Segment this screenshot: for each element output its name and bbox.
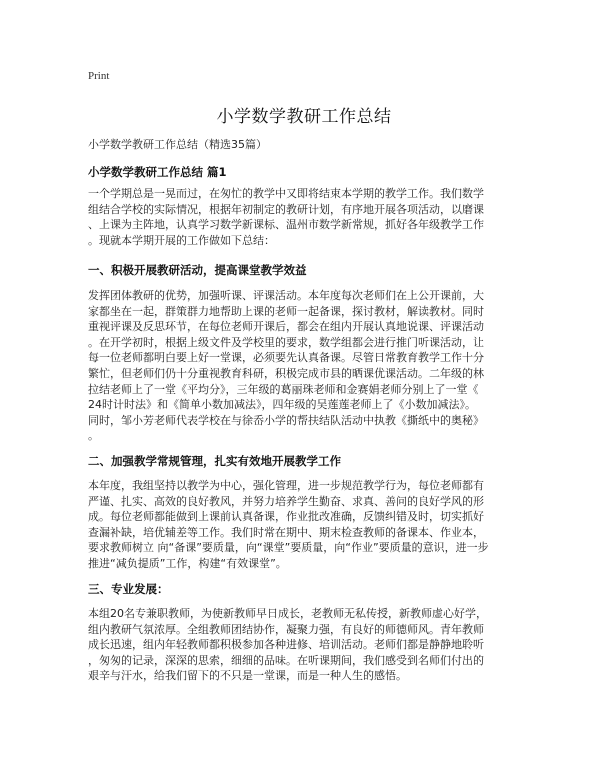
paragraph-line: 24时计时法》和《简单小数加减法》，四年级的吴莲莲老师上了《小数加减法》。 [88, 398, 476, 412]
paragraph-line: 繁忙，但老师们仍十分重视教育科研，积极完成市县的晒课优课活动。二年级的林 [88, 366, 484, 380]
paragraph-line: 要求教师树立 向“备课”要质量，向“课堂”要质量，向“作业”要质量的意识，进一步 [88, 541, 489, 555]
paragraph-line: 成长迅速，组内年轻教师都积极参加各种进修、培训活动。老师们都是静静地聆听 [88, 638, 484, 652]
paragraph-line: 成。每位老师都能做到上课前认真备课，作业批改准确，反馈纠错及时，切实抓好 [88, 510, 484, 524]
paragraph-line: 推进“减负提质”工作，构建“有效课堂”。 [88, 556, 287, 570]
paragraph-line: 重视评课及反思环节，在每位老师开课后，都会在组内开展认真地说课、评课活动 [88, 320, 484, 334]
print-link[interactable]: Print [88, 70, 110, 82]
paragraph-line: 组结合学校的实际情况，根据年初制定的教研计划，有序地开展各项活动，以磨课 [88, 202, 484, 216]
article-heading: 小学数学教研工作总结 篇1 [88, 165, 227, 179]
paragraph-line: 。现就本学期开展的工作做如下总结： [88, 233, 275, 247]
paragraph-line: 本组20名专兼职教师，为使新教师早日成长，老教师无私传授，新教师虚心好学， [88, 607, 487, 620]
paragraph-line: ，匆匆的记录，深深的思索，细细的品味。在听课期间，我们感受到名师们付出的 [88, 653, 484, 667]
paragraph-line: 发挥团体教研的优势，加强听课、评课活动。本年度每次老师们在上公开课前，大 [88, 289, 484, 302]
paragraph-line: 组内教研气氛浓厚。全组教师团结协作，凝聚力强，有良好的师德师风。青年教师 [88, 622, 484, 636]
section-3-paragraph [88, 606, 520, 684]
paragraph-line: 本年度，我组坚持以教学为中心，强化管理，进一步规范教学行为，每位老师都有 [88, 479, 484, 492]
paragraph-line: 同时，邹小芳老师代表学校在与徐岙小学的帮扶结队活动中执教《撕纸中的奥秘》 [88, 413, 484, 427]
paragraph-line: 拉结老师上了一堂《平均分》，三年级的葛丽珠老师和金赛娟老师分别上了一堂《 [88, 382, 479, 396]
document-subtitle: 小学数学教研工作总结（精选35篇） [88, 138, 267, 151]
intro-paragraph [88, 186, 520, 248]
section-1-paragraph [88, 288, 520, 444]
paragraph-line: 每一位老师都明白要上好一堂课，必须要先认真备课。尽管日常教育教学工作十分 [88, 351, 484, 365]
paragraph-line: 、上课为主阵地，认真学习数学新课标、温州市数学新常规，抓好各年级教学工作 [88, 218, 484, 232]
paragraph-line: 艰辛与汗水，给我们留下的不只是一堂课，而是一种人生的感悟。 [88, 669, 407, 683]
paragraph-line: 一个学期总是一晃而过，在匆忙的教学中又即将结束本学期的教学工作。我们数学 [88, 187, 484, 200]
paragraph-line: 严谨、扎实、高效的良好教风，并努力培养学生勤奋、求真、善问的良好学风的形 [88, 494, 484, 508]
paragraph-line: 。 [88, 429, 99, 443]
section-heading-1: 一、积极开展教研活动，提高课堂教学效益 [88, 263, 307, 277]
paragraph-line: 家都坐在一起，群策群力地帮助上课的老师一起备课，探讨教材，解读教材。同时 [88, 304, 484, 318]
paragraph-line: 。在开学初时，根据上级文件及学校里的要求，数学组都会进行推门听课活动，让 [88, 335, 484, 349]
section-heading-3: 三、专业发展： [88, 582, 169, 596]
paragraph-line: 查漏补缺，培优辅差等工作。我们时常在期中、期末检查教师的备课本、作业本， [88, 525, 484, 539]
section-2-paragraph [88, 478, 520, 572]
section-heading-2: 二、加强教学常规管理，扎实有效地开展教学工作 [88, 454, 341, 468]
page-title: 小学数学教研工作总结 [216, 107, 392, 127]
